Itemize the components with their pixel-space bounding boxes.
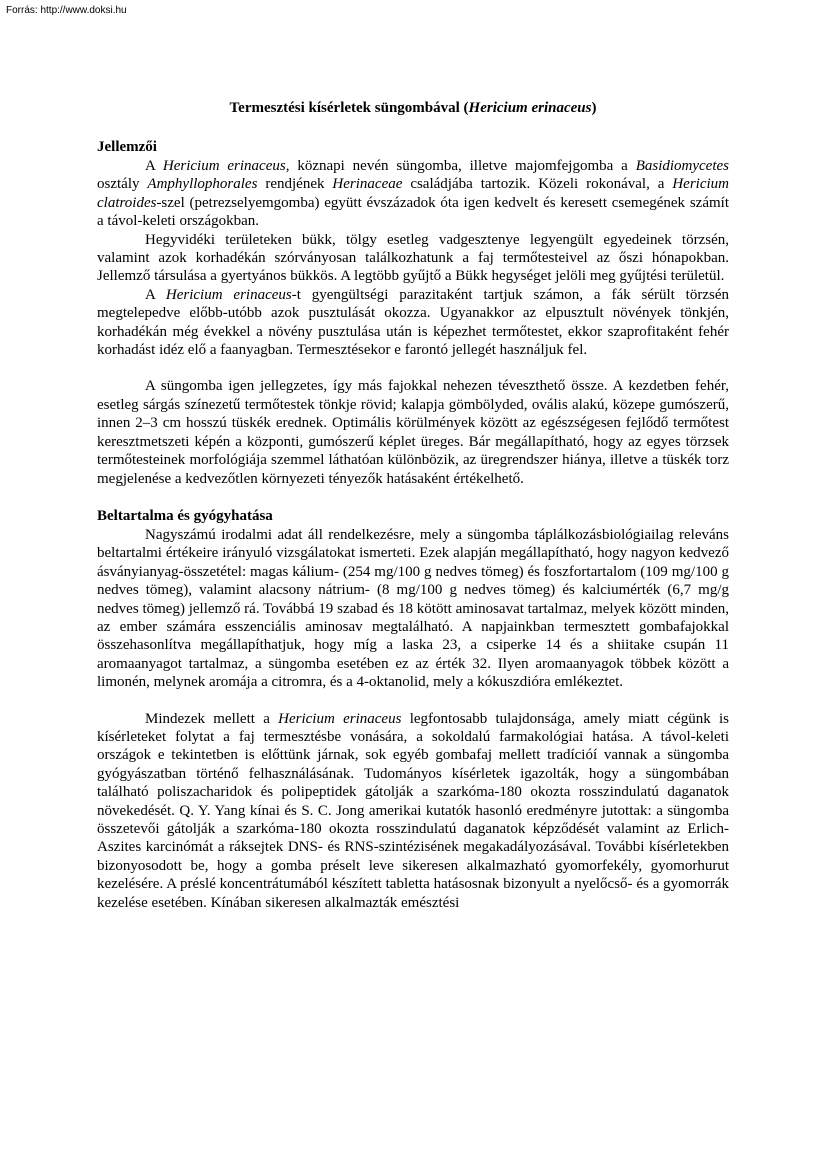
document-title	[97, 100, 729, 117]
document-body	[97, 137, 729, 912]
source-url: Forrás: http://www.doksi.hu	[6, 5, 127, 16]
paragraph: Nagyszámú irodalmi adat áll rendelkezésre, mely a süngomba táplálkozásbiológiailag releváns beltartalmi értékeire irányuló vizsgálatokat ismerteti. Ezek alapján megállapítható, hogy nagyon kedvező ásványianyag-összetétel: magas kálium- (254 mg/100 g nedves tömeg) és foszfortartalom (109 mg/100 g nedves tömeg), valamint alacsony nátrium- (8 mg/100 g nedves tömeg) és kalciumérték (6,7 mg/g nedves tömeg) jellemző rá. Továbbá 19 szabad és 18 kötött aminosavat tartalmaz, melyek között minden, az ember számára esszenciális aminosav megtalálható. A napjainkban termesztett gombafajokkal összehasonlítva megállapíthatjuk, hogy míg a laska 23, a csiperke 14 és a shiitake csupán 11 aromaanyagot tartalmaz, a süngomba esetében ez az érték 32. Ilyen aromaanyagok többek között a limonén, melynek aromája a citromra, és a 4-oktanolid, mely a kókuszdióra emlékeztet.	[97, 526, 729, 691]
paragraph: A süngomba igen jellegzetes, így más fajokkal nehezen téveszthető össze. A kezdetben fehér, esetleg sárgás színezetű termőtestek tönkje rövid; kalapja gömbölyded, ovális alakú, közepe gumószerű, innen 2–3 cm hosszú tüskék erednek. Optimális körülmények között az egészségesen fejlődő termőtest keresztmetszeti képén a központi, gumószerű képlet üreges. Bár megállapítható, hogy az egyes törzsek termőtesteinek morfológiája szemmel láthatóan különbözik, az üregrendszer hiánya, illetve a tüskék torz megjelenése a kedvezőtlen környezeti tényezők hatásaként értékelhető.	[97, 378, 729, 487]
paragraph: Hegyvidéki területeken bükk, tölgy esetleg vadgesztenye legyengült egyedeinek törzsén, valamint azok korhadékán szórványosan találkozhatunk a faj termőtesteivel az őszi hónapokban. Jellemző társulása a gyertyános bükkös. A legtöbb gyűjtő a Bükk hegységet jelöli meg gyűjtési területül.	[97, 231, 729, 285]
title-species: Hericium erinaceus	[468, 100, 592, 116]
title-prefix: Termesztési kísérletek süngombával (	[229, 100, 469, 116]
paragraph: A Hericium erinaceus, köznapi nevén süngomba, illetve majomfejgomba a Basidiomycetes osztály Amphyllophorales rendjének Herinaceae családjába tartozik. Közeli rokonával, a Hericium clatroides-szel (petrezselyemgomba) együtt évszázadok óta igen kedvelt és keresett csemegének számít a távol-keleti országokban.	[97, 158, 729, 230]
paragraph: Mindezek mellett a Hericium erinaceus legfontosabb tulajdonsága, amely miatt cégünk is kísérleteket folytat a faj termesztésbe vonására, a sokoldalú farmakológiai hatása. A távol-keleti országok e tekintetben is előttünk járnak, sok egyéb gombafaj mellett tradícióí vannak a süngomba gyógyászatban történő felhasználásának. Tudományos kísérletek igazolták, hogy a süngombában található poliszacharidok és polipeptidek gátolják a szarkóma-180 okozta rosszindulatú daganatok növekedését. Q. Y. Yang kínai és S. C. Jong amerikai kutatók hasonló eredményre jutottak: a süngomba összetevői gátolják a szarkóma-180 okozta rosszindulatú daganatok képződését valamint az Erlich-Aszites karcinómát a ráksejtek DNS- és RNS-szintézisének megakadályozásával. További kísérletekben bizonyosodott be, hogy a gomba préselt leve sikeresen alkalmazható gyomorfekély, gyomorhurut kezelésére. A préslé koncentrátumából készített tabletta hatásosnak bizonyult a nyelőcső- és a gyomorrák kezelése esetében. Kínában sikeresen alkalmazták emésztési	[97, 710, 729, 911]
paragraph: A Hericium erinaceus-t gyengültségi parazitaként tartjuk számon, a fák sérült törzsén megtelepedve előbb-utóbb azok pusztulását okozza. Ugyanakkor az elpusztult növények tönkjén, korhadékán még évekkel a növény pusztulása után is képezhet termőtestet, ekkor szaprofitaként fehér korhadást idéz elő a faanyagban. Termesztésekor e farontó jellegét használjuk fel.	[97, 286, 730, 359]
section-heading: Beltartalma és gyógyhatása	[97, 507, 273, 524]
title-suffix: )	[591, 100, 597, 116]
section-heading: Jellemzői	[97, 139, 157, 155]
